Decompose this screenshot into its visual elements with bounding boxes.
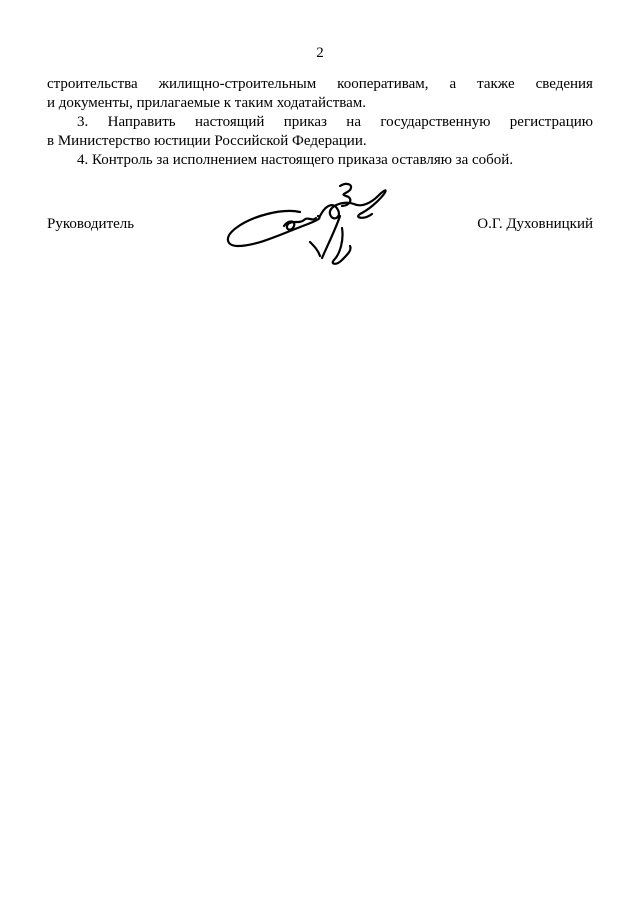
word: сведения — [535, 76, 593, 92]
signatory-name: О.Г. Духовницкий — [477, 216, 593, 232]
word: государственную — [380, 114, 491, 130]
paragraph-continuation-line-2: и документы, прилагаемые к таким ходатайствам. — [47, 95, 367, 111]
word: на — [346, 114, 361, 130]
paragraph-3-line-2: в Министерство юстиции Российской Федерации. — [47, 133, 367, 149]
word: 3. — [77, 114, 89, 130]
paragraph-continuation-line-1 — [47, 75, 593, 94]
word: а — [449, 76, 457, 92]
word: жилищно-строительным — [158, 76, 317, 92]
word: регистрацию — [509, 114, 593, 130]
document-body — [47, 75, 593, 170]
word: кооперативам, — [337, 76, 429, 92]
word: настоящий — [194, 114, 265, 130]
word: также — [477, 76, 515, 92]
word: приказ — [283, 114, 327, 130]
page-number: 2 — [316, 45, 324, 61]
word: Направить — [107, 114, 176, 130]
paragraph-3-line-1 — [47, 113, 593, 132]
signatory-title: Руководитель — [47, 216, 135, 232]
handwritten-signature — [222, 180, 397, 270]
paragraph-4-line-1: 4. Контроль за исполнением настоящего приказа оставляю за собой. — [77, 152, 514, 168]
word: строительства — [47, 76, 138, 92]
